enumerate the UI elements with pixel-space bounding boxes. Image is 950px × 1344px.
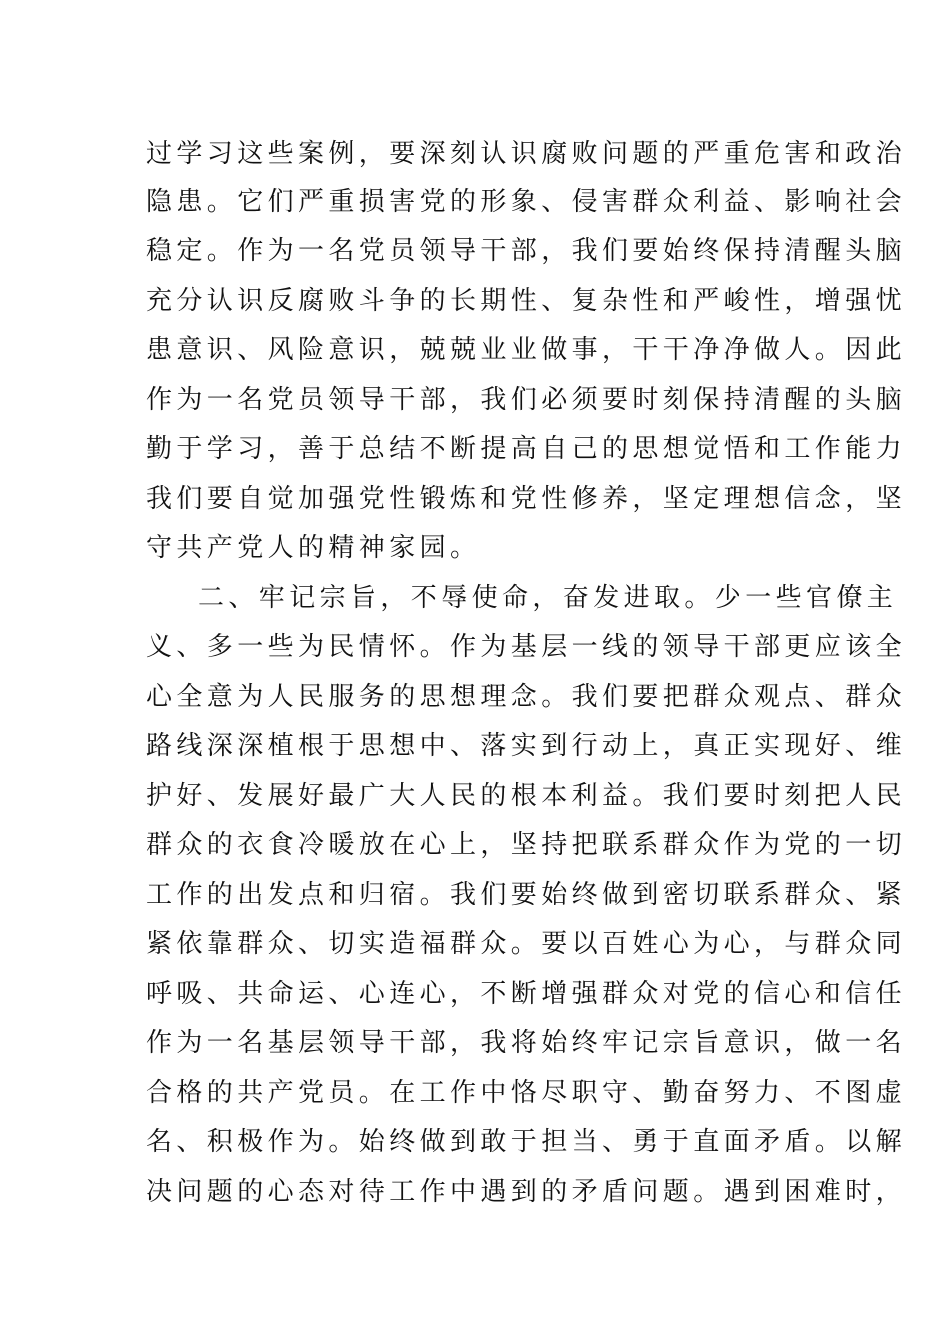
text-line: 工作的出发点和归宿。我们要始终做到密切联系群众、紧 — [146, 880, 907, 910]
text-line: 勤于学习，善于总结不断提高自己的思想觉悟和工作能力 — [146, 434, 907, 464]
text-line: 路线深深植根于思想中、落实到行动上，真正实现好、维 — [146, 731, 907, 761]
text-line: 充分认识反腐败斗争的长期性、复杂性和严峻性，增强忧 — [146, 286, 907, 316]
text-line: 过学习这些案例，要深刻认识腐败问题的严重危害和政治 — [146, 139, 907, 169]
text-line: 群众的衣食冷暖放在心上，坚持把联系群众作为党的一切 — [146, 830, 907, 860]
text-line: 作为一名基层领导干部，我将始终牢记宗旨意识，做一名 — [146, 1028, 907, 1058]
text-line: 稳定。作为一名党员领导干部，我们要始终保持清醒头脑 — [146, 236, 907, 266]
text-line: 呼吸、共命运、心连心，不断增强群众对党的信心和信任 — [146, 979, 907, 1009]
text-line: 我们要自觉加强党性锻炼和党性修养，坚定理想信念，坚 — [146, 484, 907, 514]
paragraph-first-line: 二、牢记宗旨，不辱使命，奋发进取。少一些官僚主 — [198, 583, 898, 613]
text-line: 作为一名党员领导干部，我们必须要时刻保持清醒的头脑 — [146, 385, 907, 415]
text-line: 合格的共产党员。在工作中恪尽职守、勤奋努力、不图虚 — [146, 1078, 907, 1108]
text-line: 紧依靠群众、切实造福群众。要以百姓心为心，与群众同 — [146, 929, 907, 959]
text-line: 决问题的心态对待工作中遇到的矛盾问题。遇到困难时， — [146, 1177, 907, 1207]
text-line: 患意识、风险意识，兢兢业业做事，干干净净做人。因此 — [146, 335, 907, 365]
text-line: 护好、发展好最广大人民的根本利益。我们要时刻把人民 — [146, 781, 907, 811]
text-line: 隐患。它们严重损害党的形象、侵害群众利益、影响社会 — [146, 187, 907, 217]
text-line: 守共产党人的精神家园。 — [146, 533, 481, 563]
text-line: 心全意为人民服务的思想理念。我们要把群众观点、群众 — [146, 682, 907, 712]
text-line: 名、积极作为。始终做到敢于担当、勇于直面矛盾。以解 — [146, 1127, 907, 1157]
text-line: 义、多一些为民情怀。作为基层一线的领导干部更应该全 — [146, 632, 907, 662]
